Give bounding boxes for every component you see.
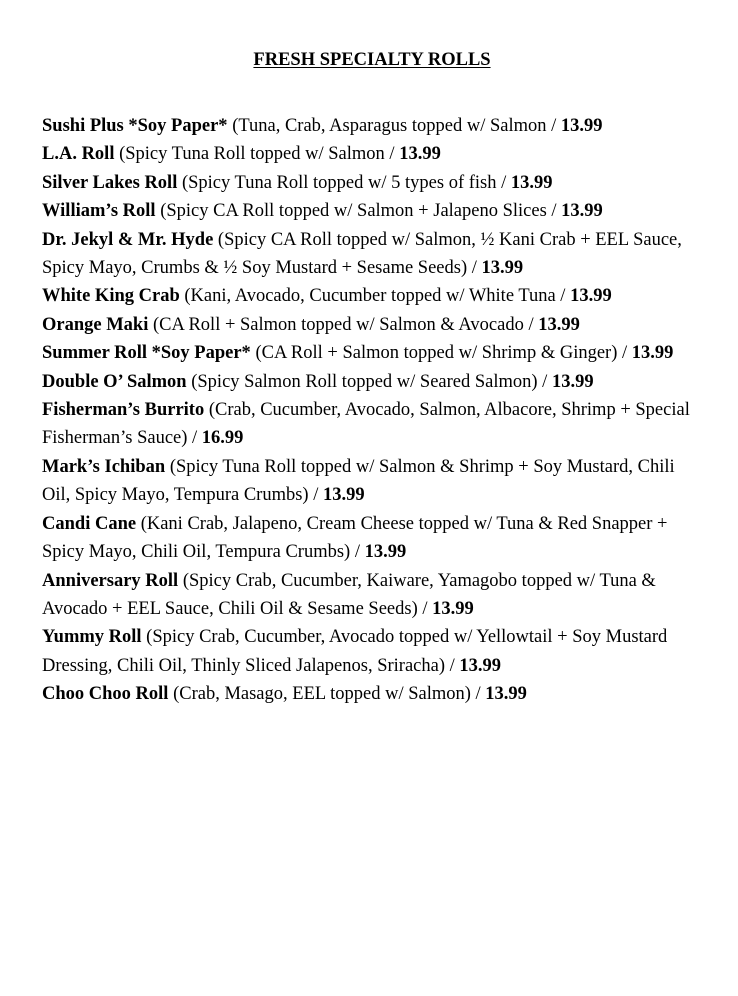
- roll-description: (CA Roll + Salmon topped w/ Salmon & Avocado /: [153, 314, 534, 335]
- roll-price: 13.99: [485, 684, 527, 705]
- roll-item: [42, 623, 702, 680]
- roll-description: (Spicy Tuna Roll topped w/ Salmon /: [119, 144, 395, 165]
- roll-name: Yummy Roll: [42, 627, 142, 648]
- roll-name: Anniversary Roll: [42, 570, 179, 591]
- roll-item: [42, 197, 702, 225]
- roll-description: (Kani, Avocado, Cucumber topped w/ White Tuna /: [184, 286, 566, 307]
- roll-item: [42, 140, 702, 168]
- roll-price: 13.99: [561, 201, 603, 222]
- roll-item: [42, 453, 702, 510]
- roll-name: Silver Lakes Roll: [42, 172, 178, 193]
- roll-name: Orange Maki: [42, 314, 149, 335]
- roll-item: [42, 567, 702, 624]
- roll-description: (Spicy Tuna Roll topped w/ 5 types of fish /: [181, 172, 507, 193]
- roll-description: (Spicy Tuna Roll topped w/ Salmon & Shrimp + Soy Mustard, Chili Oil, Spicy Mayo, Tempura Crumbs) /: [42, 456, 675, 506]
- roll-item: [42, 282, 702, 310]
- roll-description: (Tuna, Crab, Asparagus topped w/ Salmon /: [232, 116, 557, 136]
- roll-price: 13.99: [631, 343, 674, 364]
- roll-description: (Spicy Crab, Cucumber, Avocado topped w/ Yellowtail + Soy Mustard Dressing, Chili Oil, Thinly Sliced Jalapenos, Sriracha) /: [42, 627, 668, 676]
- roll-price: 13.99: [399, 144, 441, 165]
- roll-item: [42, 112, 702, 140]
- roll-description: (Spicy CA Roll topped w/ Salmon, ½ Kani Crab + EEL Sauce, Spicy Mayo, Crumbs & ½ Soy Mustard + Sesame Seeds) /: [42, 229, 682, 279]
- roll-item: [42, 510, 702, 567]
- roll-price: 13.99: [432, 598, 474, 619]
- roll-item: [42, 396, 702, 453]
- menu-title: FRESH SPECIALTY ROLLS: [253, 50, 491, 70]
- roll-description: (Crab, Cucumber, Avocado, Salmon, Albacore, Shrimp + Special Fisherman’s Sauce) /: [42, 400, 690, 449]
- roll-name: Mark’s Ichiban: [42, 456, 166, 477]
- roll-item: [42, 226, 702, 283]
- roll-name: Fisherman’s Burrito: [42, 400, 205, 421]
- roll-price: 13.99: [538, 314, 580, 335]
- roll-name: Double O’ Salmon: [42, 371, 187, 392]
- roll-description: (Spicy Crab, Cucumber, Kaiware, Yamagobo topped w/ Tuna & Avocado + EEL Sauce, Chili Oil & Sesame Seeds) /: [42, 570, 656, 619]
- roll-description: (Crab, Masago, EEL topped w/ Salmon) /: [173, 684, 481, 705]
- roll-name: L.A. Roll: [42, 144, 115, 165]
- roll-price: 13.99: [570, 286, 612, 307]
- roll-name: Choo Choo Roll: [42, 684, 169, 705]
- roll-description: (Spicy Salmon Roll topped w/ Seared Salmon) /: [191, 371, 548, 392]
- roll-name: Candi Cane: [42, 513, 137, 534]
- roll-name: White King Crab: [42, 286, 180, 307]
- roll-price: 13.99: [510, 172, 553, 193]
- roll-item: [42, 169, 702, 197]
- roll-name: Sushi Plus *Soy Paper*: [42, 116, 228, 136]
- roll-item: [42, 311, 702, 339]
- roll-description: (Kani Crab, Jalapeno, Cream Cheese topped w/ Tuna & Red Snapper + Spicy Mayo, Chili Oil, Tempura Crumbs) /: [42, 513, 668, 563]
- roll-description: (Spicy CA Roll topped w/ Salmon + Jalapeno Slices /: [160, 201, 557, 222]
- roll-list: [42, 112, 702, 709]
- roll-price: 13.99: [459, 655, 502, 676]
- roll-price: 13.99: [551, 371, 594, 392]
- roll-price: 13.99: [481, 258, 524, 279]
- roll-name: Dr. Jekyl & Mr. Hyde: [42, 229, 214, 250]
- roll-item: [42, 680, 702, 708]
- roll-description: (CA Roll + Salmon topped w/ Shrimp & Ginger) /: [255, 343, 628, 364]
- roll-price: 13.99: [560, 116, 603, 136]
- roll-price: 13.99: [364, 542, 407, 563]
- roll-item: [42, 368, 702, 396]
- roll-name: Summer Roll *Soy Paper*: [42, 343, 251, 364]
- roll-name: William’s Roll: [42, 201, 156, 222]
- roll-price: 16.99: [201, 428, 244, 449]
- roll-price: 13.99: [322, 485, 365, 506]
- roll-item: [42, 339, 702, 367]
